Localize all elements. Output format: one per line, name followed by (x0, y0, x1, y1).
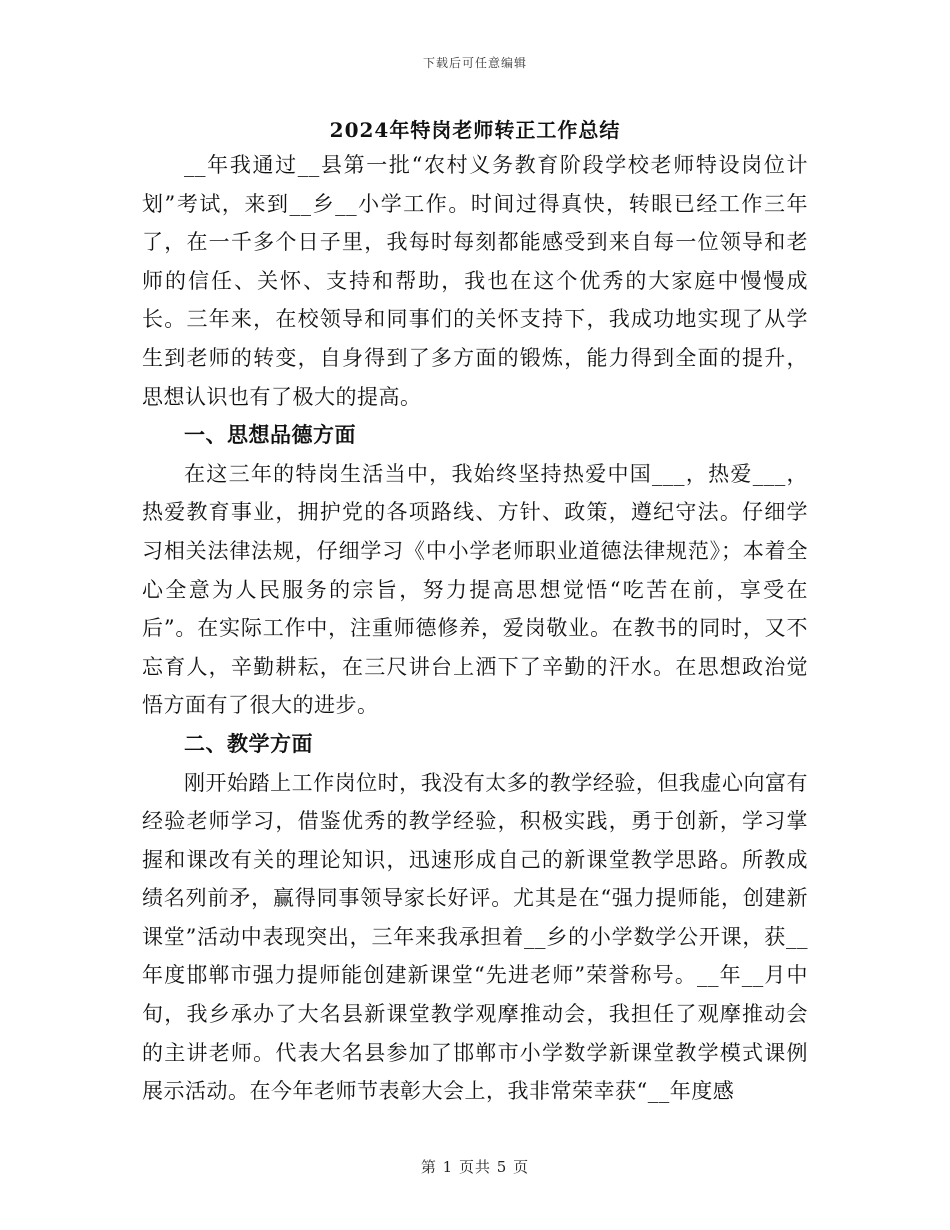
ideology-paragraph: 在这三年的特岗生活当中，我始终坚持热爱中国___，热爱___，热爱教育事业，拥护党的各项路线、方针、政策，遵纪守法。仔细学习相关法律法规，仔细学习《中小学老师职业道德法律规范》；本着全心全意为人民服务的宗旨，努力提高思想觉悟“吃苦在前，享受在后”。在实际工作中，注重师德修养，爱岗敬业。在教书的同时，又不忘育人，辛勤耕耘，在三尺讲台上洒下了辛勤的汗水。在思想政治觉悟方面有了很大的进步。 (142, 461, 808, 718)
section-heading-teaching: 二、教学方面 (184, 730, 313, 756)
intro-paragraph: __年我通过__县第一批“农村义务教育阶段学校老师特设岗位计划”考试，来到__乡__小学工作。时间过得真快，转眼已经工作三年了，在一千多个日子里，我每时每刻都能感受到来自每一位领导和老师的信任、关怀、支持和帮助，我也在这个优秀的大家庭中慢慢成长。三年来，在校领导和同事们的关怀支持下，我成功地实现了从学生到老师的转变，自身得到了多方面的锻炼，能力得到全面的提升，思想认识也有了极大的提高。 (142, 153, 808, 409)
document-body (142, 146, 808, 1111)
teaching-paragraph: 刚开始踏上工作岗位时，我没有太多的教学经验，但我虚心向富有经验老师学习，借鉴优秀的教学经验，积极实践，勇于创新，学习掌握和课改有关的理论知识，迅速形成自己的新课堂教学思路。所教成绩名列前矛，赢得同事领导家长好评。尤其是在“强力提师能，创建新课堂”活动中表现突出，三年来我承担着__乡的小学数学公开课，获__年度邯郸市强力提师能创建新课堂“先进老师”荣誉称号。__年__月中旬，我乡承办了大名县新课堂教学观摩推动会，我担任了观摩推动会的主讲老师。代表大名县参加了邯郸市小学数学新课堂教学模式课例展示活动。在今年老师节表彰大会上，我非常荣幸获“__年度感 (142, 770, 808, 1104)
header-note: 下载后可任意编辑 (422, 56, 527, 70)
section-heading-ideology: 一、思想品德方面 (184, 422, 356, 448)
document-title: 2024年特岗老师转正工作总结 (329, 118, 621, 142)
page-footer: 第 1 页共 5 页 (420, 1158, 530, 1176)
